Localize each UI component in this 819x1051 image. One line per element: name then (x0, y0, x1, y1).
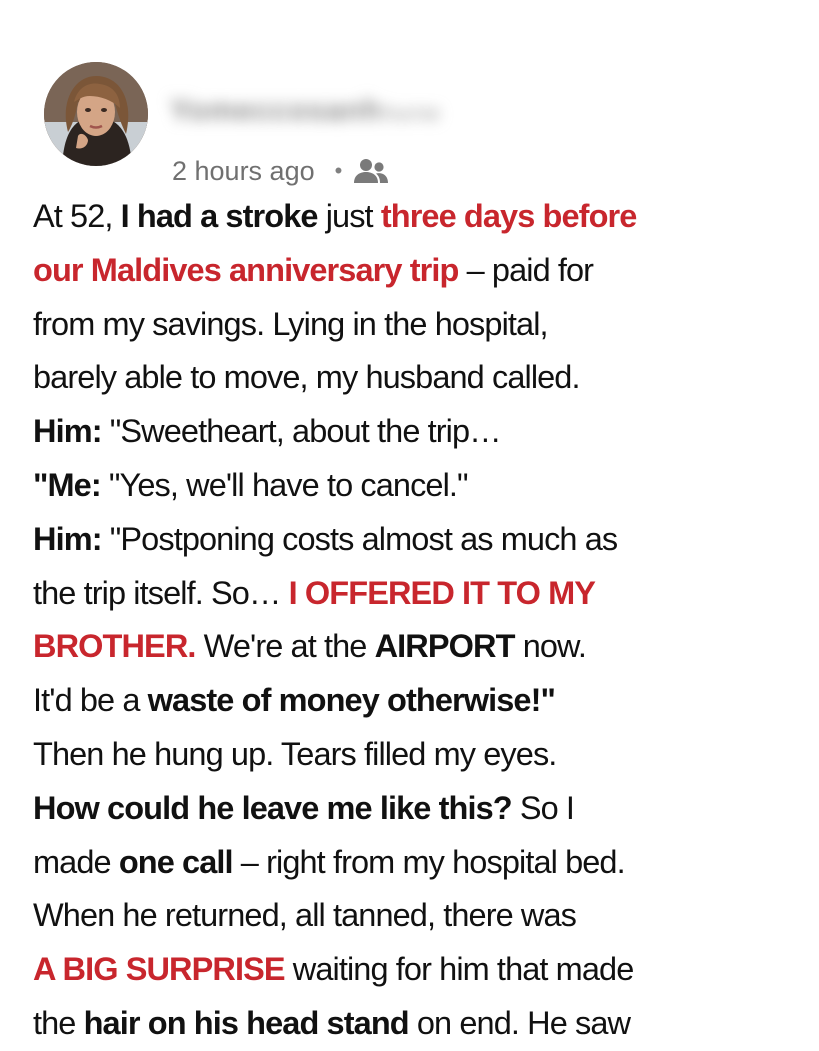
post-timestamp[interactable]: 2 hours ago (172, 155, 315, 186)
bold-text: waste of money otherwise!" (147, 682, 556, 719)
story-line (33, 836, 793, 890)
story-text: now. (514, 628, 586, 665)
story-text: waiting for him that made (284, 951, 634, 988)
story-line (33, 782, 793, 836)
author-name-text: Yomeccosanh (170, 94, 383, 127)
story-text: the (33, 1004, 84, 1041)
friends-icon[interactable] (352, 157, 390, 185)
story-text: – right from my hospital bed. (232, 843, 625, 880)
author-avatar[interactable] (44, 62, 148, 166)
story-line (33, 244, 793, 298)
story-text: "Sweetheart, about the trip… (101, 413, 501, 450)
highlighted-text: A BIG SURPRISE (33, 951, 285, 988)
story-text: Then he hung up. Tears filled my eyes. (33, 735, 557, 772)
post-header (44, 62, 784, 192)
bold-text: one call (118, 843, 233, 880)
story-text: – paid for (458, 251, 594, 288)
bold-text: Him: (33, 520, 102, 557)
bold-text: Him: (33, 413, 102, 450)
story-text: When he returned, all tanned, there was (33, 897, 577, 934)
story-text: It'd be a (33, 682, 148, 719)
highlighted-text: three days before (380, 198, 637, 234)
bold-text: hair on his head stand (83, 1004, 409, 1041)
story-line (33, 728, 793, 782)
story-line (33, 459, 793, 513)
story-text: the trip itself. So… (33, 574, 289, 611)
meta-separator: • (334, 158, 343, 183)
story-text: on end. He saw (408, 1004, 631, 1041)
story-text: from my savings. Lying in the hospital, (33, 305, 548, 342)
story-line (33, 190, 793, 244)
bold-text: AIRPORT (374, 628, 515, 665)
story-line (33, 943, 793, 997)
story-line (33, 351, 793, 405)
post-body (33, 190, 793, 1051)
highlighted-text: our Maldives anniversary trip (33, 251, 459, 288)
avatar-photo (44, 62, 148, 166)
story-text: "Yes, we'll have to cancel." (100, 466, 468, 503)
story-text: barely able to move, my husband called. (33, 359, 580, 396)
story-line (33, 567, 793, 621)
highlighted-text: BROTHER. (33, 628, 196, 665)
bold-text: How could he leave me like this? (33, 789, 512, 826)
story-text: We're at the (195, 628, 375, 665)
story-line (33, 674, 793, 728)
author-name[interactable] (170, 94, 440, 128)
bold-text: "Me: (33, 466, 101, 503)
post-meta (172, 156, 390, 186)
story-text: So I (511, 789, 575, 826)
bold-text: I had a stroke (120, 198, 318, 234)
story-line (33, 298, 793, 352)
story-text: made (33, 843, 119, 880)
story-text: "Postponing costs almost as much as (101, 520, 618, 557)
highlighted-text: I OFFERED IT TO MY (288, 574, 596, 611)
story-line (33, 405, 793, 459)
story-line (33, 513, 793, 567)
story-text: just (317, 198, 381, 234)
story-line (33, 620, 793, 674)
author-name-suffix: hurne (384, 103, 441, 125)
story-text: At 52, (33, 198, 121, 234)
story-line (33, 889, 793, 943)
